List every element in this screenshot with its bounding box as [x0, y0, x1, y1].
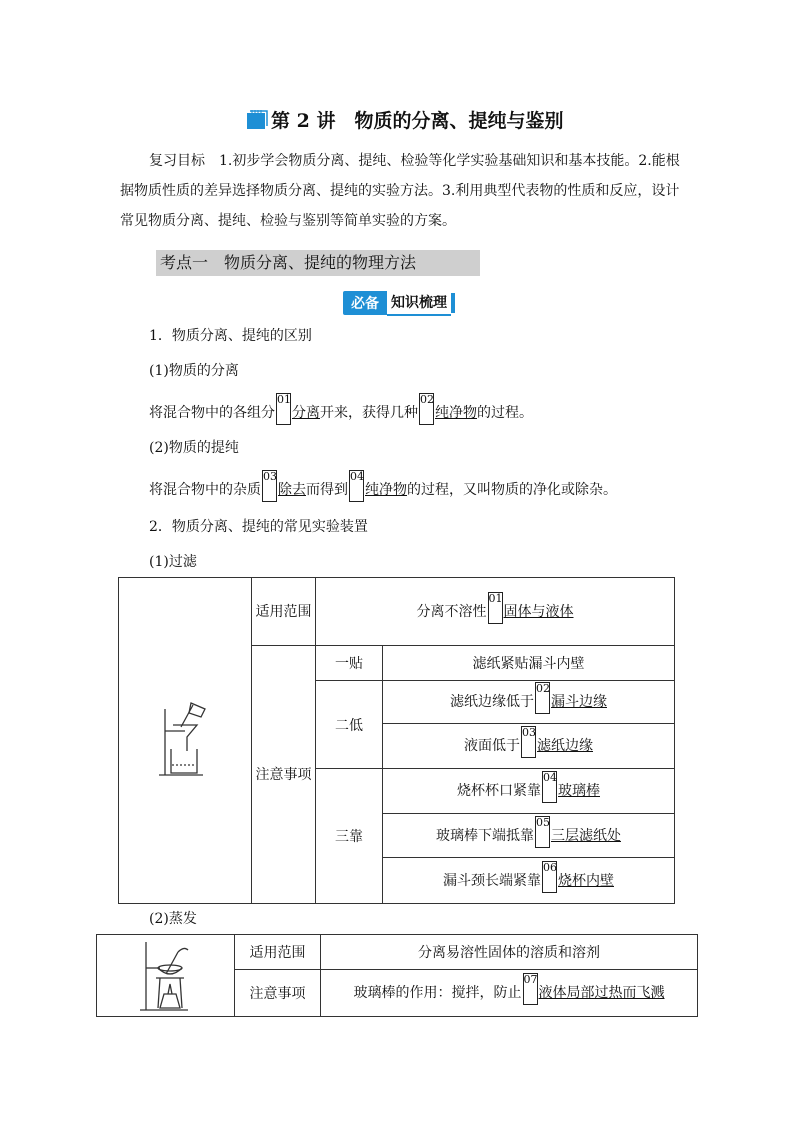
filter-sankao-1: 烧杯杯口紧靠04玻璃棒 [383, 769, 675, 814]
section-1-heading: 1．物质分离、提纯的区别 [149, 328, 312, 344]
evap-scope-text: 分离易溶性固体的溶质和溶剂 [321, 935, 698, 970]
answer: 液体局部过热而飞溅 [538, 985, 665, 1001]
filter-notes-label: 注意事项 [252, 646, 316, 904]
section-1b-text: 将混合物中的杂质03除去而得到04纯净物的过程，又叫物质的净化或除杂。 [149, 474, 617, 506]
answer: 漏斗边缘 [551, 694, 607, 710]
badge-left: 必备 [343, 291, 387, 315]
filter-heading: (1)过滤 [149, 554, 197, 570]
answer: 三层滤纸处 [551, 827, 621, 844]
goal-label: 复习目标 [149, 153, 205, 169]
book-icon [246, 110, 268, 130]
review-goals [120, 146, 685, 236]
filter-yitie-text: 滤纸紧贴漏斗内壁 [383, 646, 675, 681]
filter-scope-label: 适用范围 [252, 578, 316, 646]
evap-notes-text: 玻璃棒的作用：搅拌，防止07液体局部过热而飞溅 [321, 970, 698, 1017]
evap-table [96, 934, 698, 1017]
filter-sankao-3: 漏斗颈长端紧靠06烧杯内壁 [383, 858, 675, 904]
answer: 玻璃棒 [558, 783, 600, 799]
answer: 固体与液体 [503, 603, 574, 620]
section-1b-heading: (2)物质的提纯 [149, 440, 239, 456]
filter-sankao: 三靠 [316, 769, 383, 904]
blank-number: 03 [521, 726, 536, 758]
blank-number: 04 [349, 470, 364, 502]
evap-scope-label: 适用范围 [235, 935, 321, 970]
section-1a-heading: (1)物质的分离 [149, 363, 239, 379]
filter-table [118, 577, 675, 904]
answer: 分离 [292, 405, 320, 421]
evaporation-apparatus-icon [138, 938, 194, 1014]
blank-number: 06 [542, 861, 557, 893]
badge-end-mark [451, 293, 455, 313]
answer: 滤纸边缘 [537, 738, 593, 754]
filter-erdi: 二低 [316, 681, 383, 769]
blank-number: 01 [276, 393, 291, 425]
answer: 纯净物 [365, 482, 407, 498]
filter-erdi-2: 液面低于03滤纸边缘 [383, 724, 675, 769]
blank-number: 07 [523, 973, 538, 1005]
filter-scope-text: 分离不溶性01固体与液体 [316, 578, 675, 646]
answer: 除去 [278, 482, 306, 498]
badge-right: 知识梳理 [387, 290, 451, 316]
blank-number: 02 [419, 393, 434, 425]
blank-number: 01 [488, 592, 503, 624]
filter-yitie: 一贴 [316, 646, 383, 681]
goal-text: 1.初步学会物质分离、提纯、检验等化学实验基础知识和基本技能。2.能根据物质性质的差异选择物质分离、提纯的实验方法。3.利用典型代表物的性质和反应，设计常见物质分离、提纯、检验与鉴别等简单实验的方案。 [120, 153, 680, 229]
filter-apparatus-cell [119, 578, 252, 904]
filter-erdi-1: 滤纸边缘低于02漏斗边缘 [383, 681, 675, 724]
section-2-heading: 2．物质分离、提纯的常见实验装置 [149, 519, 368, 535]
blank-number: 04 [542, 771, 557, 803]
page-title: 第 2 讲 物质的分离、提纯与鉴别 [246, 106, 563, 133]
blank-number: 05 [535, 816, 550, 848]
section-1a-text: 将混合物中的各组分01分离开来，获得几种02纯净物的过程。 [149, 397, 533, 429]
section-title-bar: 考点一 物质分离、提纯的物理方法 [156, 250, 480, 276]
answer: 烧杯内壁 [558, 872, 614, 889]
answer: 纯净物 [435, 405, 477, 421]
blank-number: 03 [262, 470, 277, 502]
evap-apparatus-cell [97, 935, 235, 1017]
blank-number: 02 [535, 682, 550, 714]
knowledge-badge [343, 290, 455, 316]
evap-heading: (2)蒸发 [149, 911, 197, 927]
evap-notes-label: 注意事项 [235, 970, 321, 1017]
filtration-apparatus-icon [157, 699, 213, 783]
filter-sankao-2: 玻璃棒下端抵靠05三层滤纸处 [383, 814, 675, 858]
